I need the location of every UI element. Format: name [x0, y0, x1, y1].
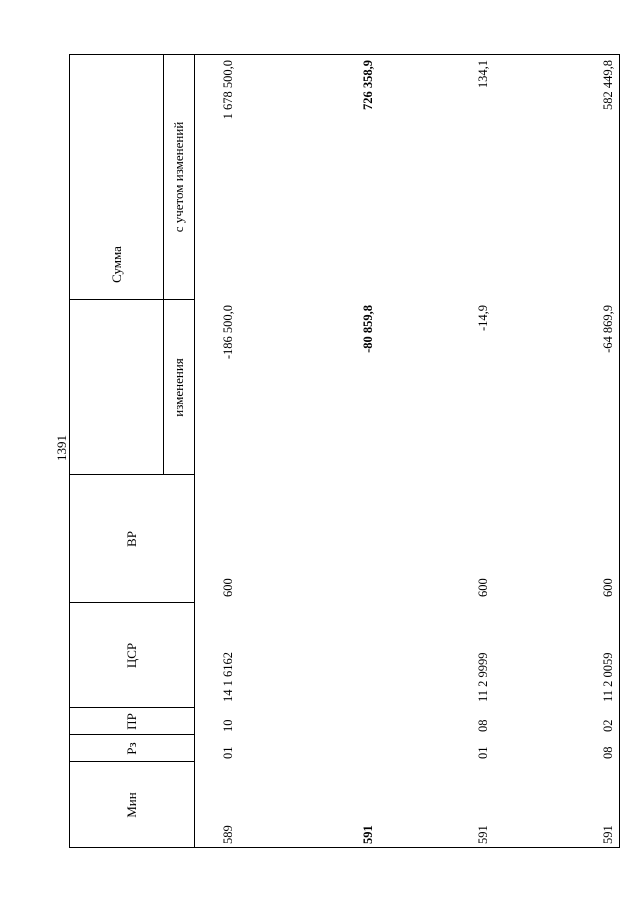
cell-min: 591 — [361, 825, 375, 844]
cell-change: -80 859,8 — [361, 305, 375, 353]
cell-change: -14,9 — [476, 305, 490, 332]
cell-total: 582 449,8 — [601, 60, 615, 110]
cell-change: -64 869,9 — [601, 305, 615, 353]
cell-pr: 08 — [476, 719, 490, 732]
cell-vr: 600 — [476, 578, 490, 597]
table-body — [69, 54, 620, 848]
header-min: Мин — [124, 792, 139, 818]
table-row — [474, 54, 599, 848]
header-with-change: с учетом изменений — [171, 121, 186, 233]
page-number: 1391 — [54, 435, 69, 461]
cell-pr: 02 — [601, 719, 615, 732]
header-rz: Рз — [124, 742, 139, 755]
cell-min: 591 — [601, 825, 615, 844]
cell-total: 1 678 500,0 — [221, 60, 235, 120]
table-row — [219, 54, 359, 848]
header-pr: ПР — [124, 713, 139, 730]
cell-min: 589 — [221, 825, 235, 844]
header-sum: Сумма — [108, 246, 124, 283]
cell-vr: 600 — [221, 578, 235, 597]
header-vr: ВР — [124, 531, 139, 547]
cell-min: 591 — [476, 825, 490, 844]
cell-change: -186 500,0 — [221, 305, 235, 360]
cell-rz: 01 — [476, 746, 490, 759]
cell-pr: 10 — [221, 719, 235, 732]
cell-total: 134,1 — [476, 60, 490, 89]
table-row — [599, 54, 620, 848]
table-row — [195, 54, 219, 848]
cell-rz: 01 — [221, 746, 235, 759]
header-csr: ЦСР — [124, 642, 139, 669]
cell-csr: 11 2 0059 — [601, 652, 615, 702]
table-row — [359, 54, 474, 848]
header-change: изменения — [171, 358, 186, 417]
cell-total: 726 358,9 — [361, 60, 375, 110]
cell-rz: 08 — [601, 746, 615, 759]
cell-csr: 11 2 9999 — [476, 652, 490, 702]
cell-vr: 600 — [601, 578, 615, 597]
cell-csr: 14 1 6162 — [221, 652, 235, 702]
